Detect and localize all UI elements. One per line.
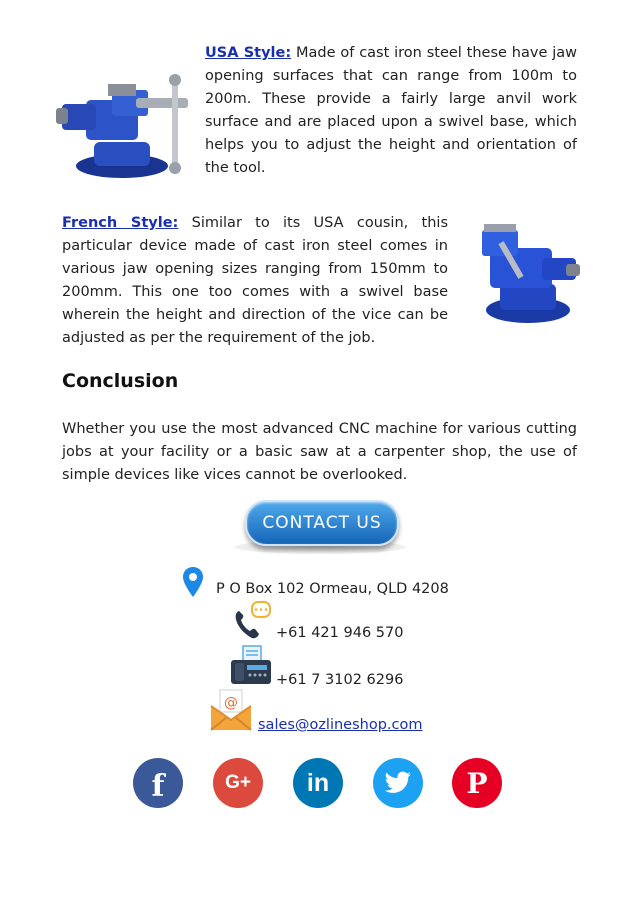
email-link[interactable]: sales@ozlineshop.com <box>258 717 423 733</box>
conclusion-paragraph: Whether you use the most advanced CNC machine for various cutting jobs at your facility or a basic saw at a carpenter shop, the use of simple devices like vices cannot be overlooked. <box>62 421 577 483</box>
googleplus-glyph: G+ <box>225 772 251 793</box>
facebook-icon[interactable] <box>133 758 183 808</box>
address-text: P O Box 102 Ormeau, QLD 4208 <box>216 581 449 597</box>
twitter-bird-glyph <box>384 771 412 795</box>
phone-icon <box>230 600 272 642</box>
french-style-link[interactable]: French Style: <box>62 215 179 231</box>
facebook-glyph: f <box>151 768 165 804</box>
linkedin-icon[interactable] <box>293 758 343 808</box>
fax-icon <box>229 644 273 686</box>
pinterest-icon[interactable] <box>452 758 502 808</box>
usa-style-text: Made of cast iron steel these have jaw opening surfaces that can range from 100m to 200m. These provide a fairly large anvil work surface and are placed upon a swivel base, which helps you to adjust the height and orientation of the tool. <box>205 45 577 176</box>
usa-style-paragraph <box>205 42 577 180</box>
fax-text: +61 7 3102 6296 <box>276 672 404 688</box>
french-style-text: Similar to its USA cousin, this particular device made of cast iron steel comes in various jaw opening sizes ranging from 150mm to 200mm. This one too comes with a swivel base wherein the height and direction of the vice can be adjusted as per the requirement of the job. <box>62 215 448 346</box>
phone-text: +61 421 946 570 <box>276 625 404 641</box>
linkedin-glyph: in <box>306 768 330 797</box>
email-icon <box>209 688 253 732</box>
google-plus-icon[interactable] <box>213 758 263 808</box>
map-pin-icon <box>182 566 204 598</box>
contact-us-button[interactable]: CONTACT US <box>245 500 399 546</box>
conclusion-heading: Conclusion <box>62 370 179 392</box>
twitter-icon[interactable] <box>373 758 423 808</box>
french-bench-vise-image <box>470 214 586 326</box>
french-style-paragraph <box>62 212 448 350</box>
svg-text:@: @ <box>224 695 238 711</box>
usa-style-link[interactable]: USA Style: <box>205 45 292 61</box>
usa-bench-vise-image <box>52 62 200 182</box>
pinterest-glyph: P <box>466 766 488 800</box>
